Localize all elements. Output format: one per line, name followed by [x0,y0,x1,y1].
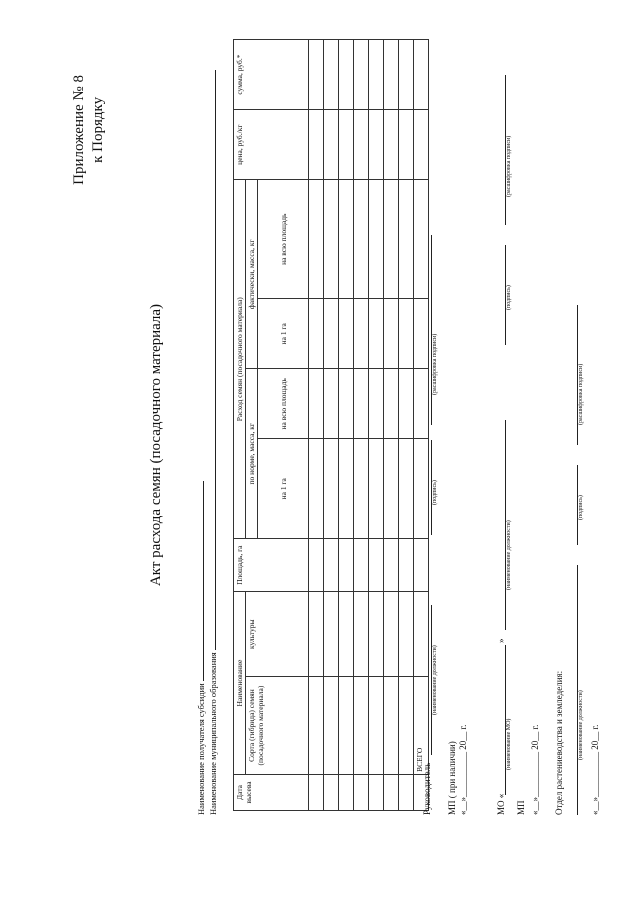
header-fact: фактически, масса, кг [246,180,258,369]
mo-sign-caption: (подпись) [506,285,512,310]
dept-sign-caption: (подпись) [578,495,584,520]
header-norm-total: на всю площадь [258,369,309,439]
consumption-table [233,39,429,811]
head-decode-line [422,235,432,425]
head-label: Руководитель [422,762,432,815]
head-sign-line [422,440,432,535]
mo-decode-caption: (расшифровка подписи) [506,135,512,197]
mo-position-caption: (наименование должности) [506,520,512,590]
header-norm-per-ha: на 1 га [258,439,309,539]
header-consumption: Расход семян (посадочного материала) [234,180,246,539]
mo-name-line [496,645,506,795]
header-area: Площадь, га [234,539,309,592]
mo-sign-line [496,245,506,345]
document-title: Акт расхода семян (посадочного материала) [148,303,164,587]
header-name-group: Наименование [234,592,246,775]
municipality-label: Наименование муниципального образования [208,652,218,815]
head-decode-caption: (расшифровка подписи) [432,333,438,395]
mp-label: МП [516,800,526,815]
header-norm: по норме, масса, кг [246,369,258,539]
head-position-line [422,605,432,755]
dept-decode-caption: (расшифровка подписи) [578,363,584,425]
header-fact-total: на всю площадь [258,180,309,299]
appendix-ref: к Порядку [90,96,106,163]
mo-label: МО « [496,793,506,815]
appendix-number: Приложение № 8 [71,75,87,185]
mo-position-line [496,420,506,630]
dept-position-caption: (наименование должности) [578,690,584,760]
mp-if-label: МП ( при наличии) [447,741,457,815]
dept-date: «__»__________ 20__ г. [590,724,600,815]
dept-position-line [568,565,578,815]
rotated-sheet [30,25,610,865]
dept-sign-line [568,465,578,545]
appendix-block [70,75,108,185]
header-sum: сумма, руб.* [234,40,309,110]
header-fact-per-ha: на 1 га [258,299,309,369]
header-date: Дата высева [234,774,309,810]
mo-close: » [496,638,506,643]
table-row [309,40,324,811]
mo-caption: (наименование МО) [506,718,512,770]
head-sign-caption: (подпись) [432,480,438,505]
mo-decode-line [496,75,506,225]
table-row [399,40,414,811]
municipality-line [207,70,218,815]
total-label: ВСЕГО [414,677,429,775]
header-price: цена, руб./кг [234,110,309,180]
head-date: «__»__________ 20__ г. [458,724,468,815]
header-crop: культуры [246,592,309,677]
recipient-fill [195,481,204,681]
recipient-line [195,481,206,815]
table-row [369,40,384,811]
dept-decode-line [568,305,578,445]
header-variety: Сорта (гибрида) семян (посадочного материала) [246,677,309,775]
table-row [339,40,354,811]
table-row [354,40,369,811]
mo-date: «__»__________ 20__ г. [530,724,540,815]
table-row [324,40,339,811]
dept-label: Отдел растениеводства и земледелия: [554,670,564,815]
head-position-caption: (наименование должности) [432,645,438,715]
table-row [384,40,399,811]
municipality-fill [207,70,216,650]
recipient-label: Наименование получателя субсидии [196,683,206,815]
